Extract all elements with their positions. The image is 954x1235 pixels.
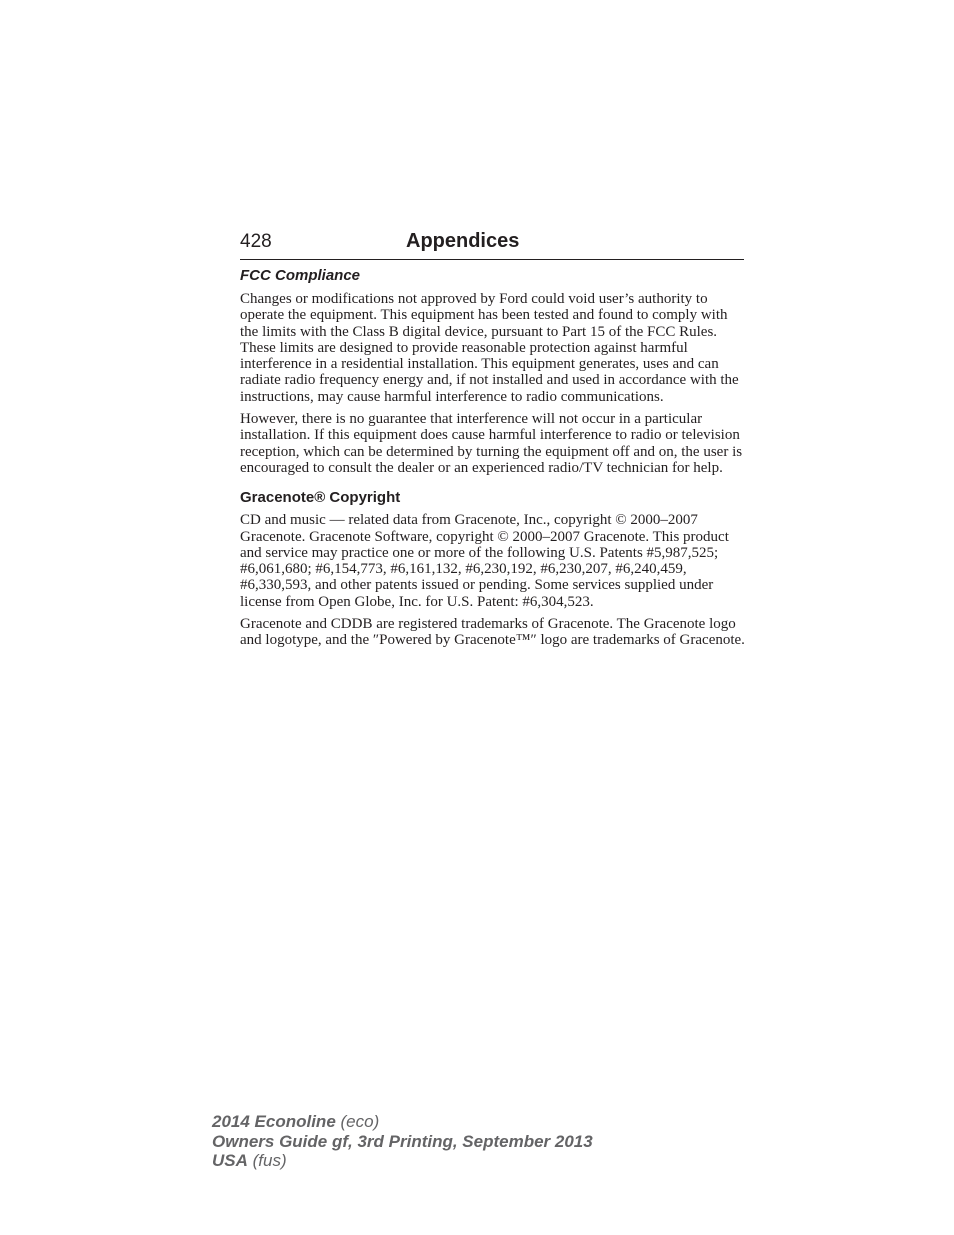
footer-model-code: (eco) xyxy=(340,1112,380,1131)
footer-market: USA xyxy=(212,1151,248,1170)
footer-market-line xyxy=(212,1151,593,1171)
gracenote-paragraph-1: CD and music — related data from Gracenote, Inc., copyright © 2000–2007 Gracenote. Gracenote Software, copyright © 2000–2007 Gracenote. This product and service may practice one or more of the following U.S. Patents #5,987,525; #6,061,680; #6,154,773, #6,161,132, #6,230,192, #6,230,207, #6,240,459, #6,330,593, and other patents issued or pending. Some services supplied under license from Open Globe, Inc. for U.S. Patent: #6,304,523. xyxy=(240,512,729,610)
gracenote-copyright-heading: Gracenote® Copyright xyxy=(240,489,401,507)
footer-model-line xyxy=(212,1112,593,1132)
page-number: 428 xyxy=(240,231,272,252)
fcc-compliance-heading: FCC Compliance xyxy=(240,267,361,284)
footer-model: 2014 Econoline xyxy=(212,1112,336,1131)
page-footer xyxy=(212,1112,593,1171)
section-title: Appendices xyxy=(406,230,520,252)
footer-guide: Owners Guide gf, 3rd Printing, September 2013 xyxy=(212,1131,593,1151)
page-header xyxy=(240,228,744,260)
fcc-paragraph-2: However, there is no guarantee that interference will not occur in a particular installation. If this equipment does cause harmful interference to radio or television reception, which can be determined by turning the equipment off and on, the user is encouraged to consult the dealer or an experienced radio/TV technician for help. xyxy=(240,411,743,476)
gracenote-paragraph-2: Gracenote and CDDB are registered trademarks of Gracenote. The Gracenote logo and logotype, and the ″Powered by Gracenote™″ logo are trademarks of Gracenote. xyxy=(240,616,745,649)
page-content xyxy=(240,266,746,655)
footer-market-code: (fus) xyxy=(252,1151,287,1170)
fcc-paragraph-1: Changes or modifications not approved by Ford could void user’s authority to operate the equipment. This equipment has been tested and found to comply with the limits with the Class B digital device, pursuant to Part 15 of the FCC Rules. These limits are designed to provide reasonable protection against harmful interference in a residential installation. This equipment generates, uses and can radiate radio frequency energy and, if not installed and used in accordance with the instructions, may cause harmful interference to radio communications. xyxy=(240,291,739,405)
